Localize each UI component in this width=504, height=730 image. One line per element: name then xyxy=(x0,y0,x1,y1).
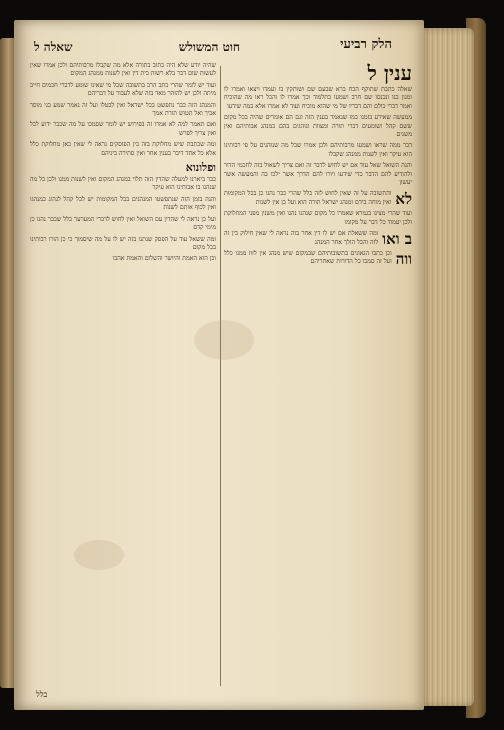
drop-word: ווה xyxy=(395,249,412,268)
column-divider xyxy=(220,66,221,686)
open-book xyxy=(0,10,500,722)
paragraph xyxy=(224,250,412,267)
page-fore-edge xyxy=(424,28,474,706)
paragraph: שהיה יודע שלא היה כתוב בתורה אלא מה שקבלו מרבותיהם ולכן אמרו שאין לעשות שום דבר בלא רשות בית דין ואין לשנות ממנהג המקום xyxy=(30,62,216,78)
paragraph-text: ומה ששאלת אם יש לו דין אחר בזה נראה לי שאין חילוק בין זה לזה והכל הולך אחר המנהג xyxy=(224,230,379,246)
running-head xyxy=(30,24,410,52)
paragraph: והנה בזמן הזה שנתפשטו המנהגים בכל המקומות יש לכל קהל לנהוג כמנהגו ואין לכוף אותם לשנות xyxy=(30,195,216,212)
sub-heading: ופלונוא xyxy=(185,161,216,175)
drop-word: לא xyxy=(395,190,412,209)
right-text-column xyxy=(224,62,412,688)
paragraph: דבר ממה שראו ושמעו מרבותיהם ולכן אמרו שכל מה שנוהגים על פי רבותינו הוא עיקר ואין לשנות ממנהג שקבלו xyxy=(224,142,412,158)
section-heading: ענין ל xyxy=(367,62,412,85)
paragraph: ומה ששאל עוד על הפסק שנתנו בזה יש לו על מה שיסמוך כי כן הורו רבותינו בכל מקום xyxy=(30,235,216,251)
left-text-column xyxy=(30,62,216,688)
paragraph: כבר ביארנו למעלה שהדין הזה תלוי במנהג המקום ואין לשנות ממנו ולכן כל מה שנהגו בו אבותינו הוא עיקר xyxy=(30,176,216,192)
running-head-left: שאלה ל xyxy=(34,40,73,54)
paragraph-text: וכן כתבו הגאונים בתשובותיהם שבמקום שיש מנהג אין לזוז ממנו כלל ועל זה סמכו כל הדורות שאחריהם xyxy=(224,249,392,266)
paragraph: ומה שכתבת שיש מחלוקת בזה בין הפוסקים נראה לי שאין כאן מחלוקת כלל אלא כל אחד דיבר בענין אחר ואין סתירה ביניהם xyxy=(30,141,216,157)
drop-word: ב ואו xyxy=(382,230,412,249)
paragraph-text: והתשובה על זה שאין לחוש לזה כלל שהרי כבר נהגו כן בכל המקומות ואין מוחה בידם ומנהג ישראל תורה הוא ועל כן אין לשנות xyxy=(224,190,392,206)
paragraph: וכן הוא האמת והיושר והשלום והאמת אהבו xyxy=(112,255,216,263)
paragraph: ממעשה שאירע בזמנו כמו שנאמר בענין הזה וגם הם אומרים שהיה בכל מקום ששם קהל ושומעים דברי תורה ומצוות ונוהגים בהם כמנהג אבותיהם ואין משנים xyxy=(224,114,412,139)
running-head-center: חוט המשולש xyxy=(178,40,240,54)
paragraph: והמנהג הזה כבר נתפשט בכל ישראל ואין לבטלו ועל זה נאמר שמע בני מוסר אביך ואל תטוש תורת אמך xyxy=(30,101,216,118)
catchword: כלל xyxy=(36,690,48,699)
paragraph: ועוד יש לומר שהרי כתב הרב בתשובה שכל מי שאינו שומע לדברי חכמים חייב מיתה ולכן יש להזהר מאד בזה שלא לעבור על דבריהם xyxy=(30,81,216,98)
paragraph: ואם תאמר למה לא אמרו זה בפירוש יש לומר שסמכו על מה שכבר ידוע לכל ואין צריך לפרש xyxy=(30,121,216,137)
paragraph xyxy=(224,190,412,207)
running-head-right: הלק רביעי xyxy=(340,37,392,52)
left-page-edge xyxy=(0,38,14,688)
paragraph xyxy=(224,230,412,247)
paragraph: שאלה כתבת שתוקף הכח ברא שבעם שם ושותקין בו ועמדו ויצאו ואמרו לו ומגון בנו ונכנסו שם חרב ושמעו בתלמוד וכך אמרו לו והכל ראו מה שהוכיח ואמר דברי כולם והם דבריו של מי שהוא מוכיח ועוד לא אמרו אלא במה שידעו xyxy=(224,86,412,110)
paragraph: ועל כן נראה לי שהדין עם השואל ואין לחוש לדברי המערער כלל שכבר נהגו כן מימי קדם xyxy=(30,215,216,232)
paragraph: ועוד שהרי מצינו בגמרא שאמרו כל מקום שנהגו נהגו ואין משנין מפני המחלוקת ולכן יעמוד כל דבר על מקומו xyxy=(224,210,412,226)
paragraph: והנה השואל שאל עוד אם יש לחוש לדבר זה ואם צריך לשאול בזה לחכמי הדור ולהודיע להם הדבר כדי שידעו ויורו להם הדרך אשר ילכו בה והמעשה אשר יעשון xyxy=(224,162,412,187)
